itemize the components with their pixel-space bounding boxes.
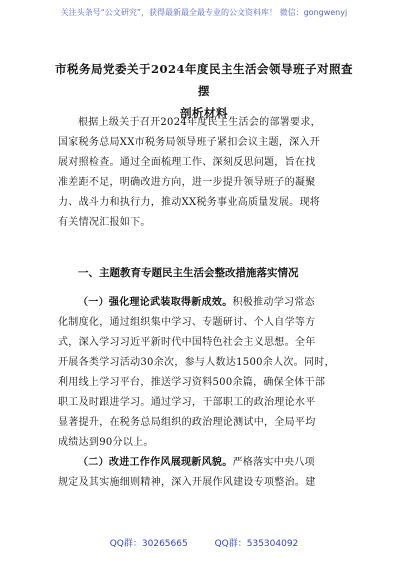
item-1-line: 利用线上学习平台，推送学习资料500余篇，确保全体干部 bbox=[58, 377, 326, 388]
intro-paragraph bbox=[58, 113, 350, 233]
footer-qq-groups bbox=[0, 536, 408, 549]
intro-line: 有关情况汇报如下。 bbox=[58, 217, 151, 228]
item-1-paragraph bbox=[58, 293, 350, 453]
item-1-line: 开展各类学习活动30余次，参与人数达1500余人次。同时， bbox=[58, 357, 335, 368]
intro-line: 根据上级关于召开2024年度民主生活会的部署要求， bbox=[78, 117, 321, 128]
title-line-1: 市税务局党委关于2024年度民主生活会领导班子对照查摆 bbox=[54, 62, 353, 98]
item-2-label: （二）改进工作作风展现新风貌。 bbox=[78, 457, 233, 468]
item-1-line: 化制度化，通过组织集中学习、专题研讨、个人自学等方 bbox=[58, 317, 316, 328]
intro-line: 展对照检查。通过全面梳理工作、深刻反思问题，旨在找 bbox=[58, 157, 316, 168]
item-1-first-line bbox=[58, 293, 350, 313]
intro-line: 力、战斗力和执行力，推动XX税务事业高质量发展。现将 bbox=[58, 197, 321, 208]
item-2-line: 规定及其实施细则精神，深入开展作风建设专项整治。建 bbox=[58, 477, 316, 488]
footer-qq-1: QQ群：30265665 bbox=[109, 539, 188, 549]
item-1-line: 式，深入学习习近平新时代中国特色社会主义思想。全年 bbox=[58, 337, 316, 348]
item-1-line: 成绩达到90分以上。 bbox=[58, 437, 154, 448]
item-1-line: 显著提升，在税务总局组织的政治理论测试中，全局平均 bbox=[58, 417, 316, 428]
intro-line: 准差距不足，明确改进方向，进一步提升领导班子的凝聚 bbox=[58, 177, 316, 188]
header-banner: 关注头条号“公文研究”，获得最新最全最专业的公文资料库！ 微信：gongwenyj bbox=[60, 8, 348, 17]
item-2-paragraph bbox=[58, 453, 350, 493]
item-2-first-line bbox=[58, 453, 350, 473]
title-line-2: 剖析材料 bbox=[180, 106, 228, 120]
item-1-first-line-text: 积极推动学习常态 bbox=[232, 297, 315, 308]
item-1-line: 职工及时跟进学习。通过学习，干部职工的政治理论水平 bbox=[58, 397, 316, 408]
intro-line: 国家税务总局XX市税务局领导班子紧扣会议主题，深入开 bbox=[58, 137, 321, 148]
item-1-label: （一）强化理论武装取得新成效。 bbox=[78, 297, 233, 308]
section-heading: 一、主题教育专题民主生活会整改措施落实情况 bbox=[78, 267, 299, 279]
item-2-first-line-text: 严格落实中央八项 bbox=[232, 457, 315, 468]
footer-qq-2: QQ群：535304092 bbox=[214, 539, 299, 549]
